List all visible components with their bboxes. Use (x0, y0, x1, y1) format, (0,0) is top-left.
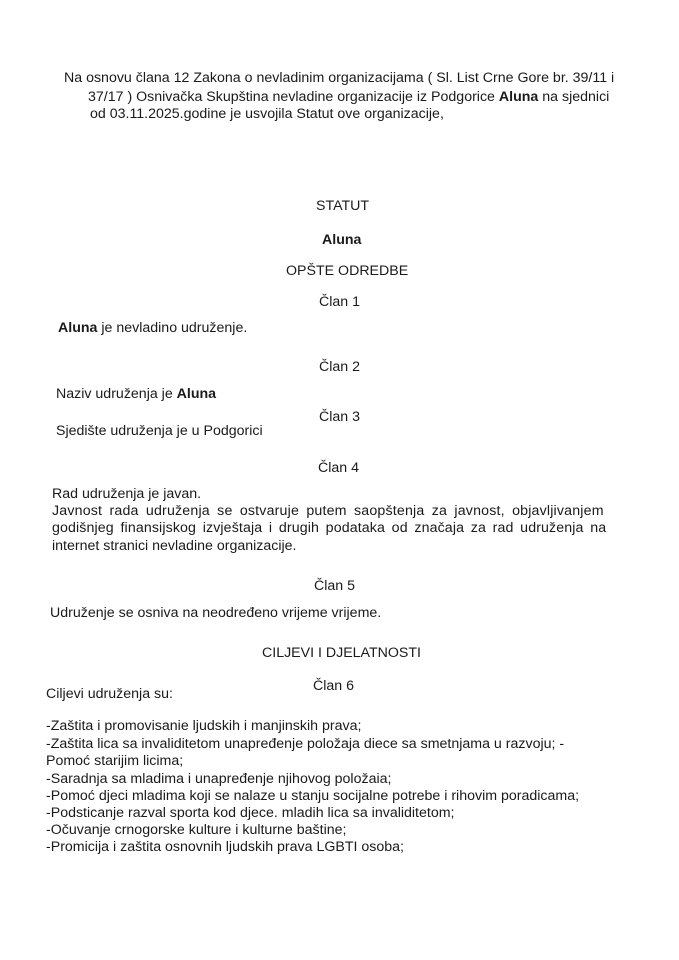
article-4-line-3: godišnjeg finansijskog izvještaja i drugih podataka od značaja za rad udruženja na (52, 520, 607, 536)
article-3-label: Član 3 (319, 409, 361, 425)
goal-item: -Saradnja sa mladima i unapređenje njihovog položaia; (46, 771, 392, 787)
goal-item: -Zaštita i promovisanie ljudskih i manjinskih prava; (46, 718, 362, 734)
article-5-text: Udruženje se osniva na neodređeno vrijeme vrijeme. (50, 605, 382, 621)
goal-item: -Očuvanje crnogorske kulture i kulturne baštine; (46, 822, 347, 838)
goal-item: -Promicija i zaštita osnovnih ljudskih prava LGBTI osoba; (46, 839, 404, 855)
article-1-label: Član 1 (319, 294, 361, 310)
org-name-inline: Aluna (498, 89, 539, 105)
goal-item: Pomoć starijim licima; (46, 753, 184, 769)
section-general-provisions: OPŠTE ODREDBE (286, 263, 409, 279)
organization-name: Aluna (322, 232, 362, 248)
statute-title: STATUT (316, 198, 370, 214)
intro-line-2 (88, 89, 609, 106)
intro-line-1: Na osnovu člana 12 Zakona o nevladinim organizacijama ( Sl. List Crne Gore br. 39/11 i (64, 70, 615, 86)
intro-line-3: od 03.11.2025.godine je usvojila Statut ove organizacije, (90, 106, 444, 122)
article-4-label: Član 4 (318, 460, 360, 476)
article-4-line-1: Rad udruženja je javan. (52, 486, 202, 502)
article-3-text: Sjedište udruženja je u Podgorici (56, 423, 263, 439)
article-2-text (56, 386, 216, 403)
article-1-rest: je nevladino udruženje. (97, 320, 248, 336)
article-2-bold: Aluna (176, 386, 217, 402)
article-4-line-4: internet stranici nevladine organizacije. (52, 538, 297, 554)
article-6-label: Član 6 (313, 678, 355, 694)
intro-line-2-text: 37/17 ) Osnivačka Skupština nevladine organizacije iz Podgorice (88, 89, 495, 105)
article-1-bold: Aluna (58, 320, 98, 336)
article-2-label: Član 2 (319, 359, 361, 375)
goal-item: -Zaštita lica sa invaliditetom unapređenje položaja diece sa smetnjama u razvoju; - (46, 736, 565, 752)
article-1-text (58, 320, 247, 337)
article-5-label: Član 5 (314, 578, 356, 594)
goal-item: -Pomoć djeci mladima koji se nalaze u stanju socijalne potrebe i rihovim poradicama; (46, 788, 580, 804)
intro-line-2-end: na sjednici (542, 89, 610, 105)
section-goals-activities: CILJEVI I DJELATNOSTI (262, 645, 421, 661)
article-2-rest: Naziv udruženja je (56, 386, 177, 402)
goal-item: -Podsticanje razval sporta kod djece. mladih lica sa invaliditetom; (46, 805, 455, 821)
article-4-line-2: Javnost rada udruženja se ostvaruje putem saopštenja za javnost, objavljivanjem (52, 503, 604, 519)
article-6-intro: Ciljevi udruženja su: (46, 686, 173, 702)
